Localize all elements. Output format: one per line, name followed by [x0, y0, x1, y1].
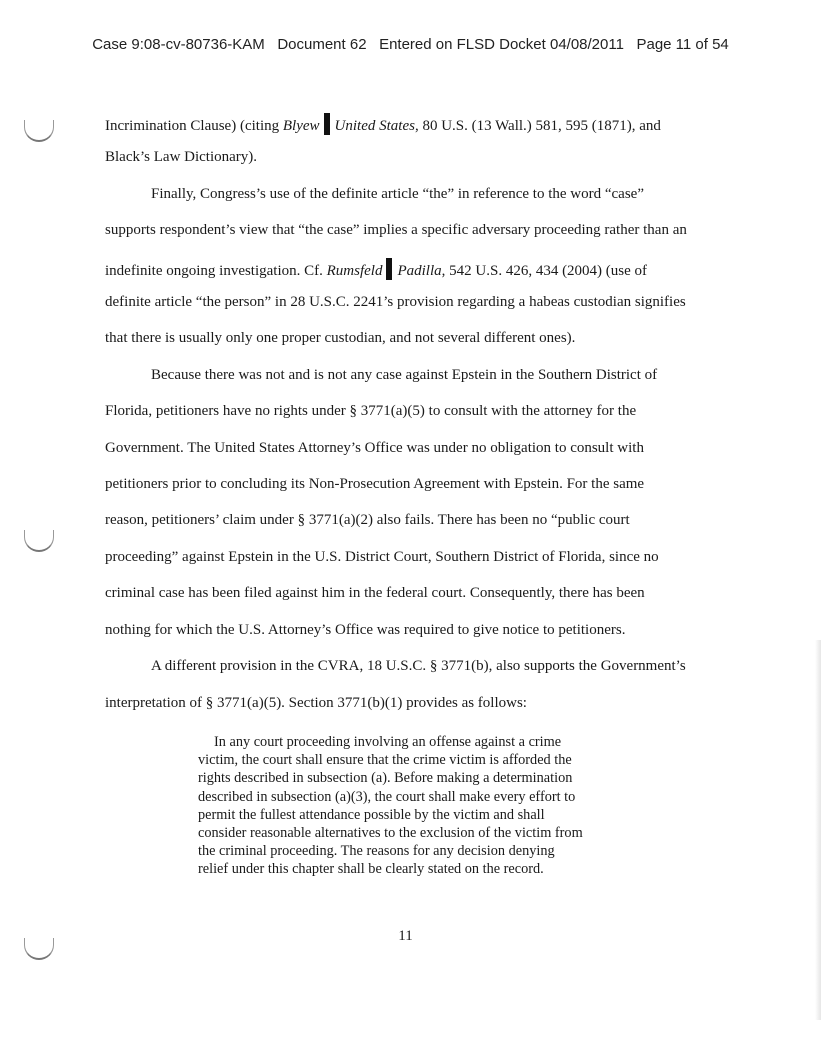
quote-line: permit the fullest attendance possible by the victim and shall — [198, 806, 545, 823]
paragraph-start: Because there was not and is not any case against Epstein in the Southern District of — [151, 367, 658, 383]
quote-line: victim, the court shall ensure that the crime victim is afforded the — [198, 752, 572, 769]
redaction-mark — [386, 258, 392, 280]
document-number: Document 62 — [277, 36, 367, 53]
text-line: supports respondent’s view that “the case” implies a specific adversary proceeding rather than an — [105, 222, 687, 238]
case-name-italic: Padilla — [397, 263, 442, 279]
case-number: Case 9:08-cv-80736-KAM — [92, 36, 265, 53]
text-line: definite article “the person” in 28 U.S.C. 2241’s provision regarding a habeas custodian signifies — [105, 294, 686, 310]
quote-line: relief under this chapter shall be clearly stated on the record. — [198, 861, 544, 878]
block-quote — [198, 733, 628, 879]
entered-date: Entered on FLSD Docket 04/08/2011 — [379, 36, 624, 53]
page-edge-shadow — [815, 640, 821, 1020]
paragraph-start: Finally, Congress’s use of the definite article “the” in reference to the word “case” — [151, 186, 644, 202]
page-of-pages: Page 11 of 54 — [636, 36, 729, 53]
text-line: nothing for which the U.S. Attorney’s Office was required to give notice to petitioners. — [105, 622, 626, 638]
quote-line: described in subsection (a)(3), the court shall make every effort to — [198, 788, 576, 805]
text-line: Government. The United States Attorney’s Office was under no obligation to consult with — [105, 440, 644, 456]
page-number: 11 — [398, 928, 413, 944]
text-line: interpretation of § 3771(a)(5). Section 3771(b)(1) provides as follows: — [105, 695, 527, 711]
docket-header — [0, 36, 821, 53]
paragraph-start: A different provision in the CVRA, 18 U.S.C. § 3771(b), also supports the Government’s — [151, 658, 686, 674]
quote-line: consider reasonable alternatives to the exclusion of the victim from — [198, 825, 583, 842]
text-line: Incrimination Clause) (citing Blyew United States, 80 U.S. (13 Wall.) 581, 595 (1871), and — [105, 113, 661, 135]
text-line: indefinite ongoing investigation. Cf. Rumsfeld Padilla, 542 U.S. 426, 434 (2004) (use of — [105, 258, 647, 280]
quote-line: the criminal proceeding. The reasons for any decision denying — [198, 843, 555, 860]
text-line: that there is usually only one proper custodian, and not several different ones). — [105, 330, 576, 346]
text-line: criminal case has been filed against him in the federal court. Consequently, there has been — [105, 585, 645, 601]
punch-hole-top — [24, 120, 54, 142]
text-line: petitioners prior to concluding its Non-Prosecution Agreement with Epstein. For the same — [105, 476, 645, 492]
punch-hole-middle — [24, 530, 54, 552]
text-line: reason, petitioners’ claim under § 3771(a)(2) also fails. There has been no “public court — [105, 512, 630, 528]
case-name-italic: Rumsfeld — [326, 263, 383, 279]
text-line: Black’s Law Dictionary). — [105, 149, 258, 165]
text-line: proceeding” against Epstein in the U.S. District Court, Southern District of Florida, since no — [105, 549, 659, 565]
quote-line: rights described in subsection (a). Before making a determination — [198, 770, 573, 787]
case-name-italic: Blyew — [282, 118, 320, 134]
redaction-mark — [324, 113, 330, 135]
quote-line: In any court proceeding involving an offense against a crime — [214, 734, 562, 750]
case-name-italic: United States — [334, 118, 415, 134]
text-line: Florida, petitioners have no rights under § 3771(a)(5) to consult with the attorney for the — [105, 403, 637, 419]
